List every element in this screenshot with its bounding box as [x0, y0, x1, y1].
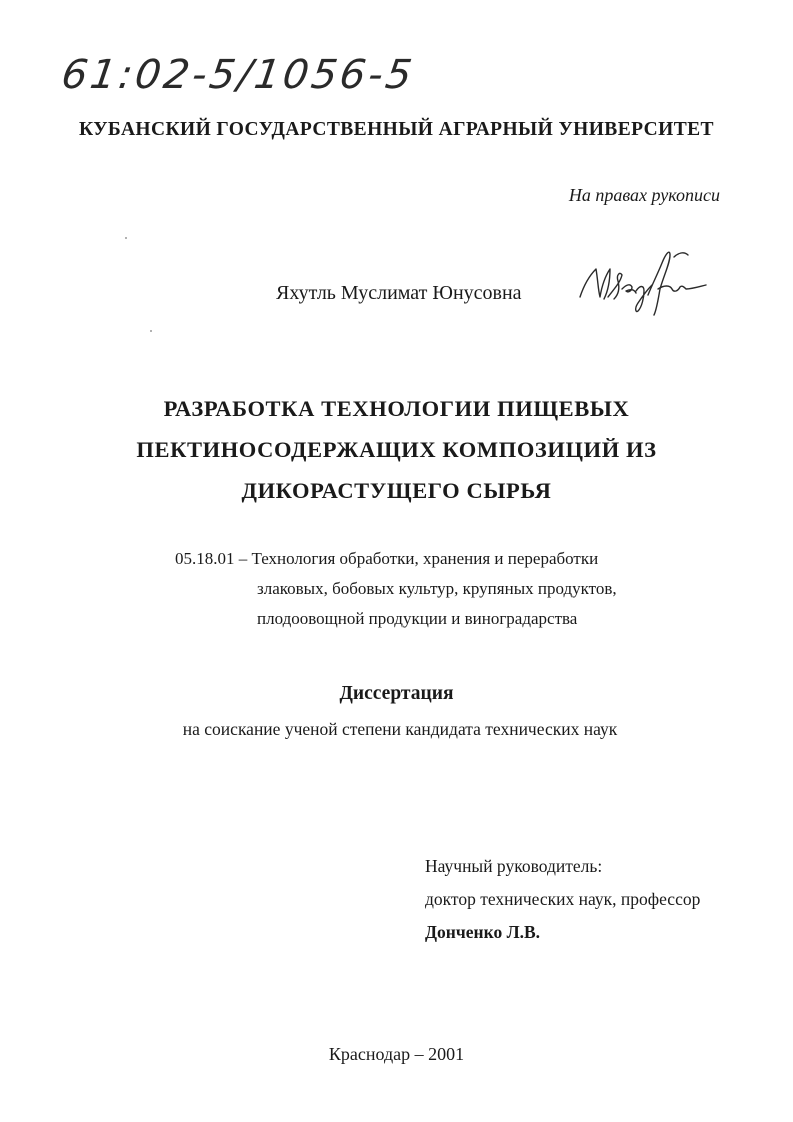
title-line: РАЗРАБОТКА ТЕХНОЛОГИИ ПИЩЕВЫХ: [163, 396, 630, 421]
supervisor-title: доктор технических наук, профессор: [425, 889, 701, 909]
specialty-code-block: [175, 544, 617, 634]
specialty-line: 05.18.01 – Технология обработки, хранения и переработки: [175, 549, 599, 568]
specialty-line: плодоовощной продукции и виноградарства: [257, 609, 578, 628]
scan-speck: [150, 330, 152, 332]
supervisor-name: Донченко Л.В.: [425, 922, 541, 942]
dissertation-title: [0, 388, 793, 511]
place-and-year: Краснодар – 2001: [328, 1044, 465, 1064]
work-type-heading: Диссертация: [339, 683, 454, 704]
manuscript-rights-note: На правах рукописи: [568, 185, 720, 205]
archive-stamp-code: 61:02-5/1056-5: [58, 52, 418, 98]
title-line: ДИКОРАСТУЩЕГО СЫРЬЯ: [241, 478, 552, 503]
author-name: Яхутль Муслимат Юнусовна: [276, 282, 522, 304]
title-line: ПЕКТИНОСОДЕРЖАЩИХ КОМПОЗИЦИЙ ИЗ: [136, 437, 657, 462]
supervisor-label: Научный руководитель:: [425, 856, 603, 876]
supervisor-block: [425, 850, 700, 949]
specialty-line: злаковых, бобовых культур, крупяных продуктов,: [257, 579, 617, 598]
university-name: КУБАНСКИЙ ГОСУДАРСТВЕННЫЙ АГРАРНЫЙ УНИВЕРСИТЕТ: [79, 119, 714, 140]
signature-icon: [574, 245, 714, 317]
scan-speck: [125, 237, 127, 239]
degree-statement: на соискание ученой степени кандидата технических наук: [182, 719, 618, 739]
